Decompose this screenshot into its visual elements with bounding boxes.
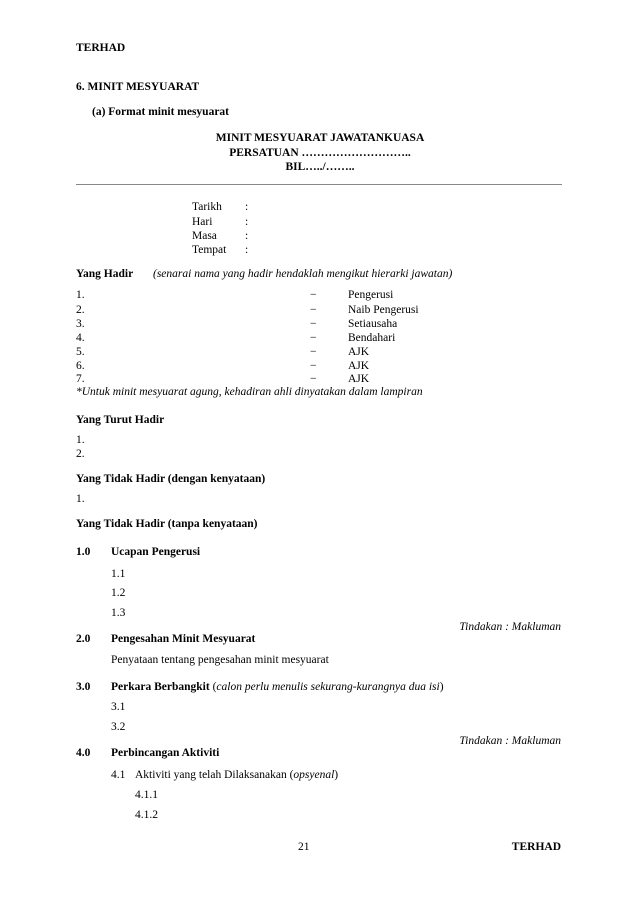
attendance-no: 1. bbox=[76, 289, 85, 301]
agenda-4-sub-close: ) bbox=[334, 769, 339, 781]
meta-place-colon: : bbox=[245, 244, 249, 256]
attendance-role: AJK bbox=[348, 373, 370, 385]
meta-day-colon: : bbox=[245, 216, 249, 228]
agenda-4-sub-text: Aktiviti yang telah Dilaksanakan ( bbox=[135, 769, 294, 781]
agenda-1-action: Tindakan : Makluman bbox=[459, 621, 561, 633]
agenda-2-title: Pengesahan Minit Mesyuarat bbox=[111, 633, 256, 645]
agenda-3-note-close: ) bbox=[439, 681, 444, 693]
section-subtitle: (a) Format minit mesyuarat bbox=[92, 106, 230, 118]
attendance-no: 6. bbox=[76, 360, 85, 372]
divider-line bbox=[76, 184, 562, 185]
attendance-role: AJK bbox=[348, 346, 370, 358]
agenda-1-item: 1.2 bbox=[111, 587, 126, 599]
agenda-3-title: Perkara Berbangkit bbox=[111, 681, 210, 693]
agenda-4-item: 4.1.2 bbox=[135, 809, 158, 821]
attendance-dash: − bbox=[310, 289, 317, 301]
meta-place-label: Tempat bbox=[192, 244, 227, 256]
attendance-no: 4. bbox=[76, 332, 85, 344]
guests-item: 2. bbox=[76, 448, 85, 460]
agenda-4-item: 4.1.1 bbox=[135, 789, 158, 801]
meta-time-label: Masa bbox=[192, 230, 217, 242]
attendance-no: 7. bbox=[76, 373, 85, 385]
agenda-2-text: Penyataan tentang pengesahan minit mesyuarat bbox=[111, 654, 329, 666]
meta-time-colon: : bbox=[245, 230, 249, 242]
guests-item: 1. bbox=[76, 434, 85, 446]
agenda-1-title: Ucapan Pengerusi bbox=[111, 546, 201, 558]
attendance-no: 2. bbox=[76, 304, 85, 316]
page-number: 21 bbox=[298, 841, 310, 853]
agenda-3-number: 3.0 bbox=[76, 681, 91, 693]
meta-date-label: Tarikh bbox=[192, 201, 222, 213]
attendance-role: Setiausaha bbox=[348, 318, 398, 330]
agenda-4-sub-line bbox=[135, 768, 338, 782]
agenda-1-item: 1.3 bbox=[111, 607, 126, 619]
agenda-3-item: 3.1 bbox=[111, 701, 126, 713]
agenda-3-note: calon perlu menulis sekurang-kurangnya dua isi bbox=[216, 681, 440, 693]
attendance-dash: − bbox=[310, 360, 317, 372]
agenda-3-item: 3.2 bbox=[111, 721, 126, 733]
classification-footer: TERHAD bbox=[511, 841, 561, 853]
guests-heading: Yang Turut Hadir bbox=[76, 414, 165, 426]
agenda-3-heading-line bbox=[111, 680, 444, 694]
attendance-dash: − bbox=[310, 373, 317, 385]
agenda-4-sub-note: opsyenal bbox=[293, 769, 335, 781]
attendance-footnote: *Untuk minit mesyuarat agung, kehadiran ahli dinyatakan dalam lampiran bbox=[76, 386, 423, 398]
attendance-dash: − bbox=[310, 304, 317, 316]
minutes-title-line3: BIL…../…….. bbox=[285, 161, 355, 173]
absent-without-reason-heading: Yang Tidak Hadir (tanpa kenyataan) bbox=[76, 518, 258, 530]
section-title: 6. MINIT MESYUARAT bbox=[76, 81, 200, 93]
attendance-no: 5. bbox=[76, 346, 85, 358]
attendance-role: Bendahari bbox=[348, 332, 396, 344]
agenda-2-number: 2.0 bbox=[76, 633, 91, 645]
absent-with-reason-heading: Yang Tidak Hadir (dengan kenyataan) bbox=[76, 473, 266, 485]
attendance-dash: − bbox=[310, 346, 317, 358]
meta-date-colon: : bbox=[245, 201, 249, 213]
agenda-4-number: 4.0 bbox=[76, 747, 91, 759]
attendance-dash: − bbox=[310, 332, 317, 344]
classification-header: TERHAD bbox=[76, 42, 126, 54]
meta-day-label: Hari bbox=[192, 216, 213, 228]
agenda-3-note-open: ( bbox=[212, 681, 217, 693]
absent-with-reason-item: 1. bbox=[76, 493, 85, 505]
attendance-dash: − bbox=[310, 318, 317, 330]
agenda-4-title: Perbincangan Aktiviti bbox=[111, 747, 220, 759]
minutes-title-line1: MINIT MESYUARAT JAWATANKUASA bbox=[215, 132, 425, 144]
attendance-no: 3. bbox=[76, 318, 85, 330]
attendance-role: Pengerusi bbox=[348, 289, 394, 301]
attendance-note: (senarai nama yang hadir hendaklah mengikut hierarki jawatan) bbox=[153, 268, 453, 280]
agenda-1-item: 1.1 bbox=[111, 568, 126, 580]
attendance-role: Naib Pengerusi bbox=[348, 304, 419, 316]
attendance-heading: Yang Hadir bbox=[76, 268, 134, 280]
minutes-title-line2: PERSATUAN ……………………….. bbox=[229, 147, 411, 159]
agenda-4-sub-number: 4.1 bbox=[111, 769, 126, 781]
attendance-role: AJK bbox=[348, 360, 370, 372]
agenda-3-action: Tindakan : Makluman bbox=[459, 735, 561, 747]
agenda-1-number: 1.0 bbox=[76, 546, 91, 558]
